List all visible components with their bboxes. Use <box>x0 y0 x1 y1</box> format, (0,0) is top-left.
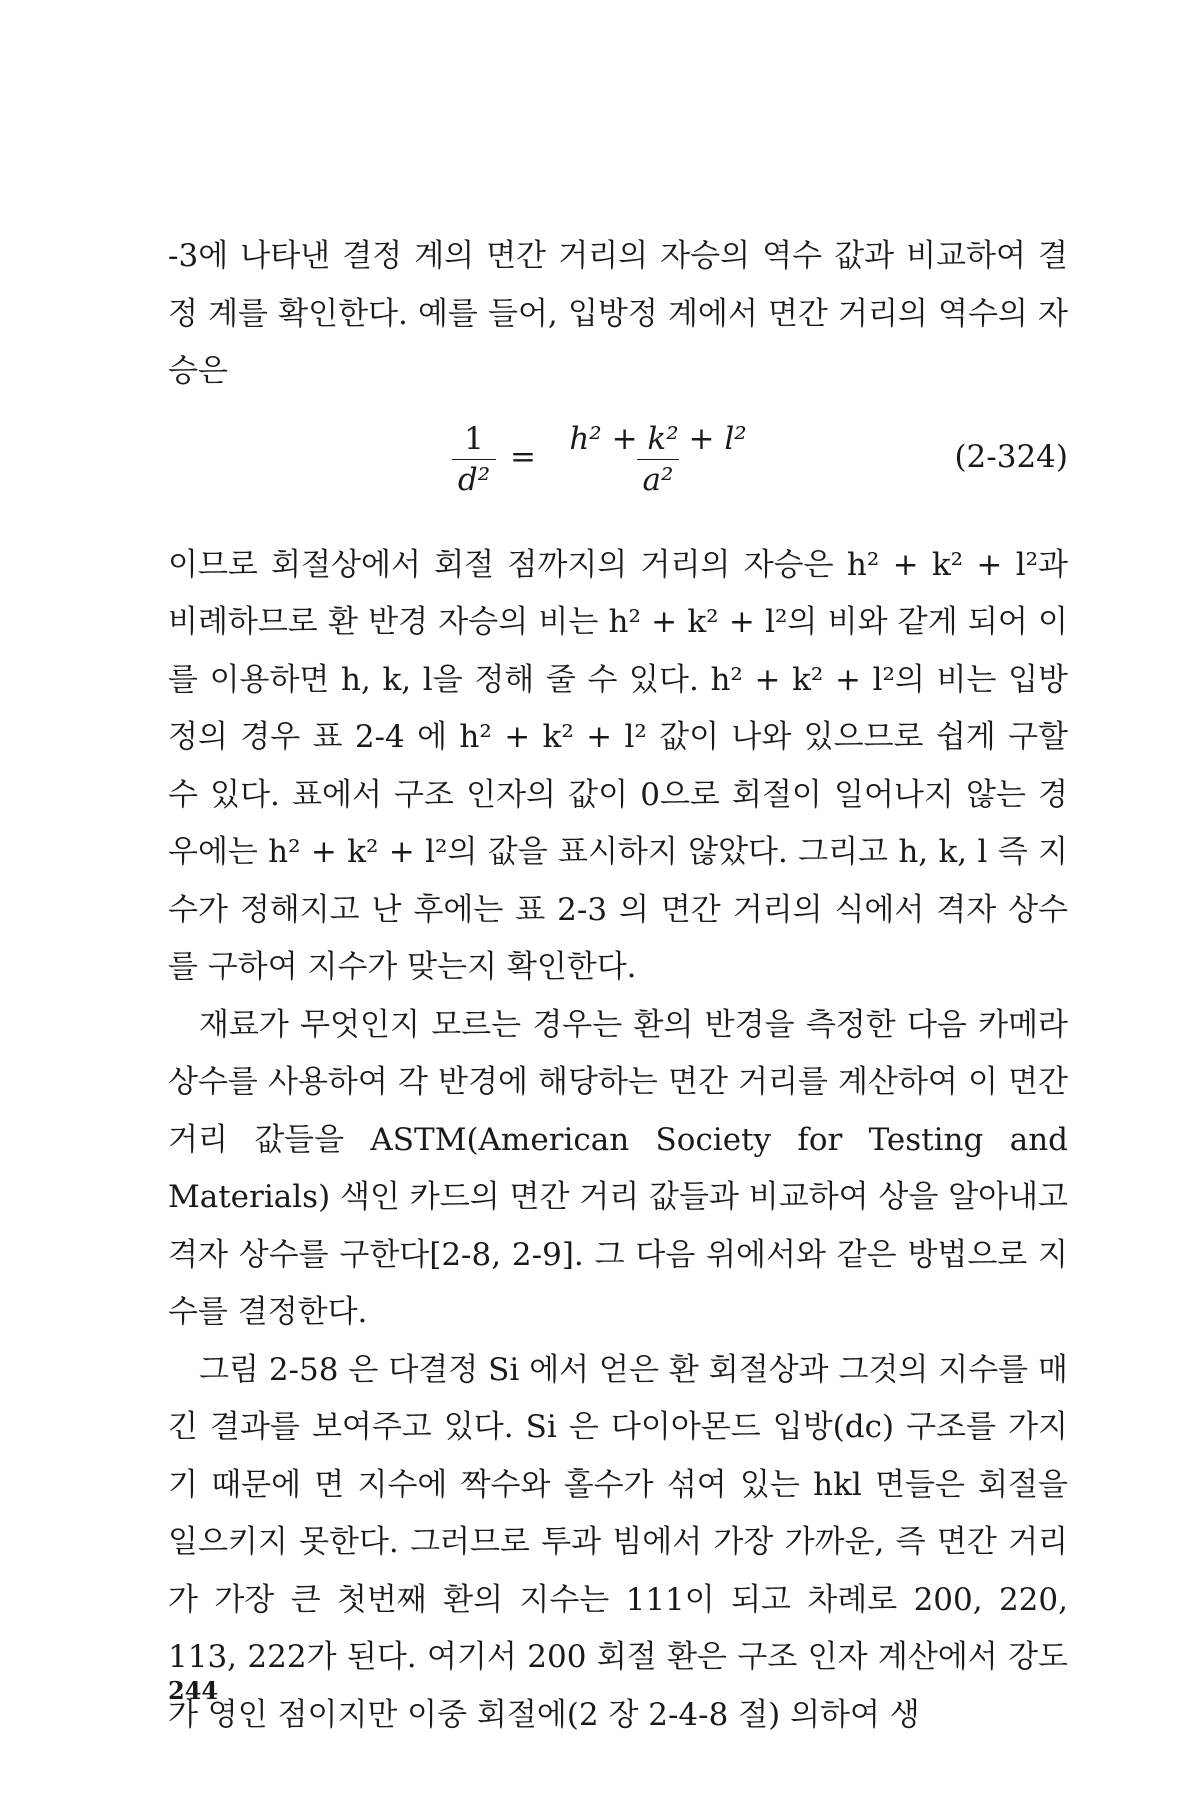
equation-rhs-fraction <box>528 419 788 500</box>
paragraph-3: 재료가 무엇인지 모르는 경우는 환의 반경을 측정한 다음 카메라 상수를 사용하여 각 반경에 해당하는 면간 거리를 계산하여 이 면간 거리 값들을 ASTM(American Society for Testing and Materials) 색인 카드의 면간 거리 값들과 비교하여 상을 알아내고 격자 상수를 구한다[2-8, 2-9]. 그 다음 위에서와 같은 방법으로 지수를 결정한다. <box>168 1006 1068 1330</box>
equals-sign: = <box>510 438 536 475</box>
equation-number: (2-324) <box>954 438 1068 475</box>
body-text <box>168 228 1068 1744</box>
page-number: 244 <box>168 1676 219 1705</box>
paragraph-4: 그림 2-58 은 다결정 Si 에서 얻은 환 회절상과 그것의 지수를 매긴 결과를 보여주고 있다. Si 은 다이아몬드 입방(dc) 구조를 가지기 때문에 면 지수에 짝수와 홀수가 섞여 있는 hkl 면들은 회절을 일으키지 못한다. 그러므로 투과 빔에서 가장 가까운, 즉 면간 거리가 가장 큰 첫번째 환의 지수는 111이 되고 차례로 200, 220, 113, 222가 된다. 여기서 200 회절 환은 구조 인자 계산에서 강도가 영인 점이지만 이중 회절에(2 장 2-4-8 절) 의하여 생 <box>168 1351 1068 1733</box>
paragraph-1: -3에 나타낸 결정 계의 면간 거리의 자승의 역수 값과 비교하여 결정 계를 확인한다. 예를 들어, 입방정 계에서 면간 거리의 역수의 자승은 <box>168 238 1068 389</box>
rhs-denominator: a² <box>637 459 680 500</box>
lhs-denominator: d² <box>452 459 496 500</box>
rhs-numerator: h² + k² + l² <box>569 420 747 457</box>
paragraph-2: 이므로 회절상에서 회절 점까지의 거리의 자승은 h² + k² + l²과 비례하므로 환 반경 자승의 비는 h² + k² + l²의 비와 같게 되어 이를 이용하면 h, k, l을 정해 줄 수 있다. h² + k² + l²의 비는 입방정의 경우 표 2-4 에 h² + k² + l² 값이 나와 있으므로 쉽게 구할 수 있다. 표에서 구조 인자의 값이 0으로 회절이 일어나지 않는 경우에는 h² + k² + l²의 값을 표시하지 않았다. 그리고 h, k, l 즉 지수가 정해지고 난 후에는 표 2-3 의 면간 거리의 식에서 격자 상수를 구하여 지수가 맞는지 확인한다. <box>168 546 1068 985</box>
lhs-numerator: 1 <box>464 420 484 457</box>
equation-lhs-fraction <box>443 419 505 500</box>
equation-2-324 <box>168 409 1068 527</box>
